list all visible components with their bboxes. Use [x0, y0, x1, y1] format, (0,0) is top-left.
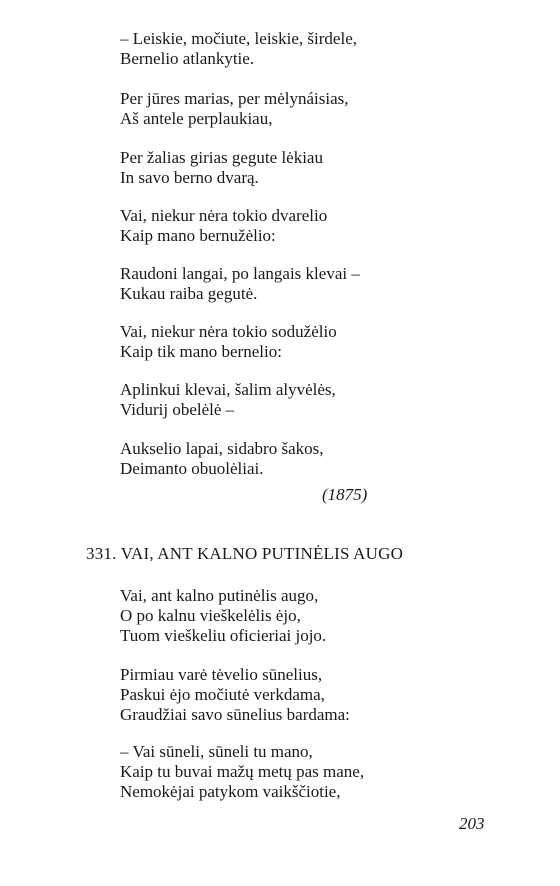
stanza	[120, 206, 327, 246]
verse-line: Kaip tik mano bernelio:	[120, 342, 282, 361]
page-number: 203	[459, 814, 485, 833]
stanza	[120, 89, 349, 129]
verse-line: Vai, ant kalno putinėlis augo,	[120, 586, 319, 605]
verse-line: Aukselio lapai, sidabro šakos,	[120, 439, 324, 458]
poem-year: (1875)	[322, 485, 368, 504]
verse-line: Pirmiau varė tėvelio sūnelius,	[120, 665, 323, 684]
stanza	[120, 586, 326, 646]
verse-line: Kukau raiba gegutė.	[120, 284, 258, 303]
verse-line: Vai, niekur nėra tokio sodužėlio	[120, 322, 337, 341]
verse-line: Kaip tu buvai mažų metų pas mane,	[120, 762, 365, 781]
verse-line: Kaip mano bernužėlio:	[120, 226, 276, 245]
verse-line: In savo berno dvarą.	[120, 168, 259, 187]
verse-line: Raudoni langai, po langais klevai –	[120, 264, 360, 283]
verse-line: Per žalias girias gegute lėkiau	[120, 148, 323, 167]
verse-line: Paskui ėjo močiutė verkdama,	[120, 685, 325, 704]
verse-line: – Vai sūneli, sūneli tu mano,	[120, 742, 313, 761]
song-title: 331. VAI, ANT KALNO PUTINĖLIS AUGO	[86, 544, 404, 563]
verse-line: Aplinkui klevai, šalim alyvėlės,	[120, 380, 336, 399]
stanza	[120, 380, 336, 420]
verse-line: Deimanto obuolėliai.	[120, 459, 264, 478]
verse-line: Per jūres marias, per mėlynáisias,	[120, 89, 349, 108]
stanza	[120, 665, 350, 725]
verse-line: O po kalnu vieškelėlis ėjo,	[120, 606, 301, 625]
verse-line: Vidurij obelėlė –	[120, 400, 235, 419]
verse-line: Nemokėjai patykom vaikščiotie,	[120, 782, 341, 801]
verse-line: Aš antele perplaukiau,	[120, 109, 273, 128]
stanza	[120, 322, 337, 362]
stanza	[120, 29, 357, 69]
verse-line: Tuom vieškeliu oficieriai jojo.	[120, 626, 327, 645]
verse-line: – Leiskie, močiute, leiskie, širdele,	[120, 29, 357, 48]
stanza	[120, 264, 360, 304]
verse-line: Bernelio atlankytie.	[120, 49, 255, 68]
stanza	[120, 439, 324, 479]
stanza	[120, 742, 364, 802]
verse-line: Vai, niekur nėra tokio dvarelio	[120, 206, 328, 225]
stanza	[120, 148, 323, 188]
verse-line: Graudžiai savo sūnelius bardama:	[120, 705, 350, 724]
